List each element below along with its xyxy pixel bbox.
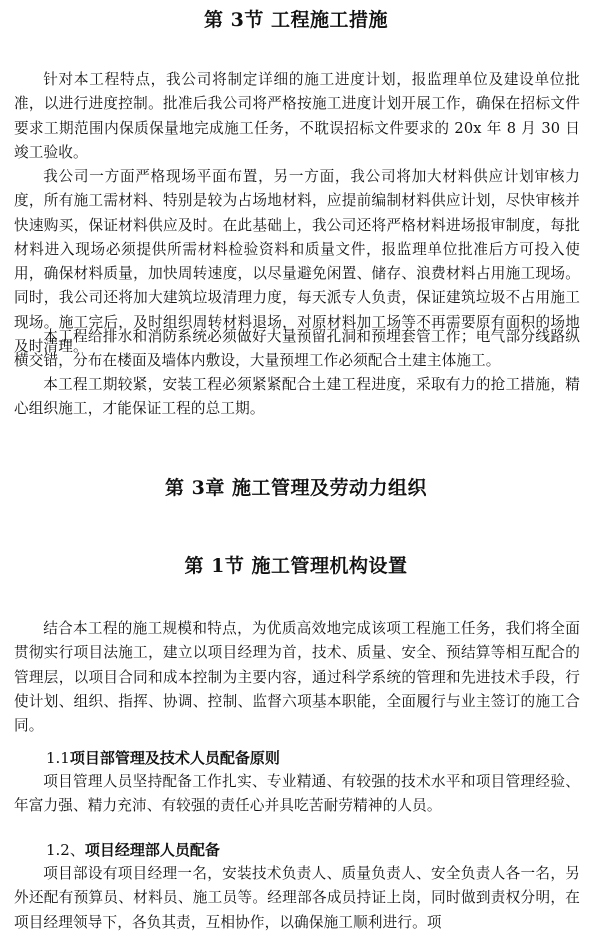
paragraph-plumbing-electrical: 本工程给排水和消防系统必须做好大量预留孔洞和预埋套管工作；电气部分线路纵横交错，分布在楼面及墙体内敷设，大量预埋工作必须配合土建主体施工。 bbox=[14, 328, 580, 370]
paragraph-schedule-plan: 针对本工程特点，我公司将制定详细的施工进度计划，报监理单位及建设单位批准，以进行进度控制。批准后我公司将严格按施工进度计划开展工作，确保在招标文件要求工期范围内保质保量地完成施工任务，不耽误招标文件要求的 20x 年 8 月 30 日竣工验收。 bbox=[14, 71, 580, 161]
subsection-title: 项目部管理及技术人员配备原则 bbox=[69, 749, 280, 767]
paragraph-material-management: 我公司一方面严格现场平面布置，另一方面，我公司将加大材料供应计划审核力度，所有施工需材料、特别是较为占场地材料，应提前编制材料供应计划，尽快审核并快速购买，保证材料供应及时。在此基础上，我公司还将严格材料进场报审制度，每批材料进入现场必须提供所需材料检验资料和质量文件，报监理单位批准后方可投入使用，确保材料质量，加快周转速度，以尽量避免闲置、储存、浪费材料占用施工现场。同时，我公司还将加大建筑垃圾清理力度，每天派专人负责，保证建筑垃圾不占用施工现场。施工完后，及时组织周转材料退场，对原材料加工场等不再需要原有面积的场地及时清理。 bbox=[14, 168, 580, 356]
subsection-number: 1.2、 bbox=[46, 841, 85, 859]
paragraph-staff-allocation: 项目部设有项目经理一名，安装技术负责人、质量负责人、安全负责人各一名，另外还配有预算员、材料员、施工员等。经理部各成员持证上岗，同时做到责权分明，在项目经理领导下，各负其责，互相协作，以确保施工顺利进行。项 bbox=[14, 865, 580, 931]
chapter-heading-management-labor: 第 3章 施工管理及劳动力组织 bbox=[165, 477, 427, 499]
paragraph-staffing-principles: 项目管理人员坚持配备工作扎实、专业精通、有较强的技术水平和项目管理经验、年富力强、精力充沛、有较强的责任心并具吃苦耐劳精神的人员。 bbox=[14, 773, 580, 815]
paragraph-tight-schedule: 本工程工期较紧，安装工程必须紧紧配合土建工程进度，采取有力的抢工措施，精心组织施工，才能保证工程的总工期。 bbox=[14, 376, 580, 418]
subsection-number: 1.1 bbox=[46, 749, 70, 767]
subsection-title: 项目经理部人员配备 bbox=[84, 841, 220, 859]
paragraph-project-method: 结合本工程的施工规模和特点，为优质高效地完成该项工程施工任务，我们将全面贯彻实行项目法施工，建立以项目经理为首，技术、质量、安全、预结算等相互配合的管理层，以项目合同和成本控制为主要内容，通过科学系统的管理和先进技术手段，行使计划、组织、指挥、协调、控制、监督六项基本职能，全面履行与业主签订的施工合同。 bbox=[14, 620, 580, 735]
section-heading-construction-measures: 第 3节 工程施工措施 bbox=[204, 9, 388, 31]
subsection-heading-staffing-principles bbox=[46, 746, 280, 770]
section-heading-management-structure: 第 1节 施工管理机构设置 bbox=[184, 555, 408, 577]
subsection-heading-staff-allocation bbox=[46, 838, 220, 862]
